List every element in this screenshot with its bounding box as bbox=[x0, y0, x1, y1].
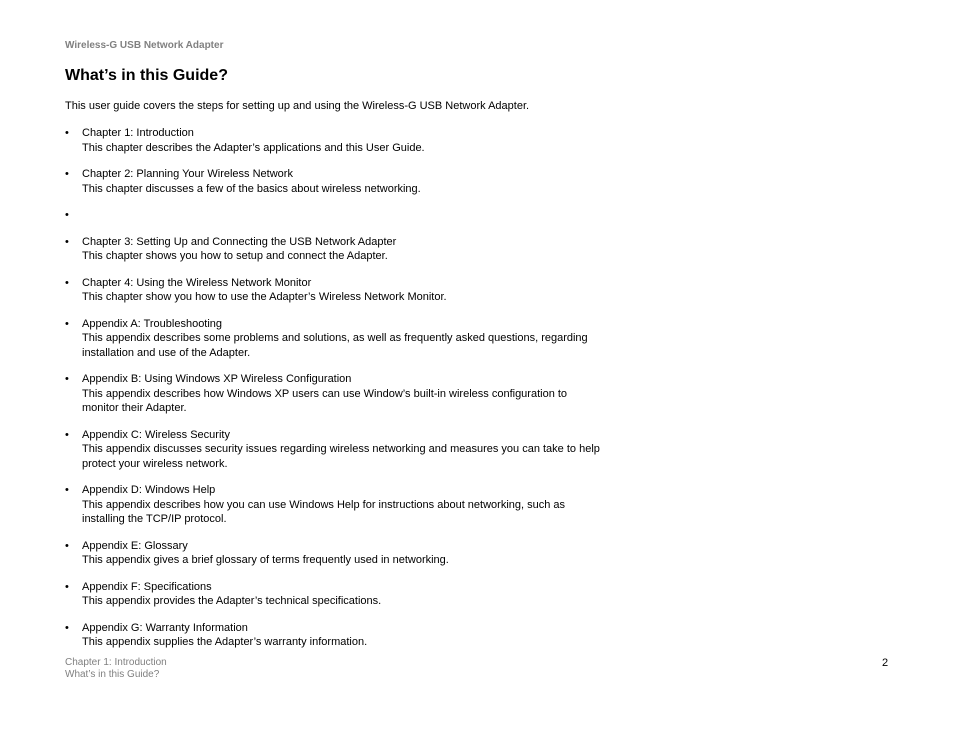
bullet: • bbox=[65, 621, 69, 634]
list-item bbox=[65, 317, 605, 361]
list-item-title: Chapter 2: Planning Your Wireless Network bbox=[82, 168, 293, 180]
list-item bbox=[65, 621, 605, 650]
list-item bbox=[65, 235, 605, 264]
intro-paragraph: This user guide covers the steps for setting up and using the Wireless-G USB Network Adapter. bbox=[65, 100, 530, 112]
list-item-title: Appendix E: Glossary bbox=[82, 539, 188, 552]
chapter-list bbox=[65, 126, 605, 662]
list-item-title: Chapter 1: Introduction bbox=[82, 127, 194, 139]
list-item-description: This chapter shows you how to setup and connect the Adapter. bbox=[82, 250, 388, 262]
list-item-title: Chapter 4: Using the Wireless Network Monitor bbox=[82, 276, 312, 289]
running-footer bbox=[65, 657, 167, 681]
bullet: • bbox=[65, 428, 69, 441]
bullet: • bbox=[65, 580, 69, 593]
bullet: • bbox=[65, 209, 69, 221]
list-item-description: This appendix supplies the Adapter’s warranty information. bbox=[82, 636, 368, 648]
bullet: • bbox=[65, 168, 69, 180]
list-item bbox=[65, 539, 605, 568]
list-item-title: Appendix B: Using Windows XP Wireless Configuration bbox=[82, 373, 352, 385]
list-item bbox=[65, 167, 605, 196]
footer-section: What’s in this Guide? bbox=[65, 669, 160, 680]
bullet: • bbox=[65, 317, 69, 330]
page-title: What’s in this Guide? bbox=[65, 67, 228, 84]
list-item-title: Appendix F: Specifications bbox=[82, 580, 212, 593]
footer-chapter: Chapter 1: Introduction bbox=[65, 657, 167, 668]
list-item-title: Appendix G: Warranty Information bbox=[82, 621, 248, 634]
list-item-description: This appendix discusses security issues regarding wireless networking and measures you can take to help protect your wireless network. bbox=[82, 443, 600, 470]
bullet: • bbox=[65, 373, 69, 385]
list-item-description: This appendix provides the Adapter’s technical specifications. bbox=[82, 595, 382, 607]
bullet: • bbox=[65, 484, 69, 496]
list-item-description: This chapter discusses a few of the basics about wireless networking. bbox=[82, 182, 421, 195]
list-item bbox=[65, 580, 605, 609]
list-item-title: Appendix D: Windows Help bbox=[82, 484, 216, 496]
list-item bbox=[65, 372, 605, 416]
list-item-description: This chapter describes the Adapter’s applications and this User Guide. bbox=[82, 141, 425, 154]
list-item-title: Appendix A: Troubleshooting bbox=[82, 317, 223, 330]
list-item-empty bbox=[65, 208, 605, 223]
list-item bbox=[65, 126, 605, 155]
bullet: • bbox=[65, 276, 69, 289]
list-item bbox=[65, 276, 605, 305]
bullet: • bbox=[65, 539, 69, 552]
list-item bbox=[65, 483, 605, 527]
list-item bbox=[65, 428, 605, 472]
page-number: 2 bbox=[882, 657, 889, 669]
bullet: • bbox=[65, 235, 69, 248]
list-item-description: This appendix gives a brief glossary of terms frequently used in networking. bbox=[82, 554, 449, 566]
running-header: Wireless-G USB Network Adapter bbox=[65, 40, 224, 51]
list-item-title: Chapter 3: Setting Up and Connecting the USB Network Adapter bbox=[82, 235, 397, 248]
list-item-description: This chapter show you how to use the Adapter’s Wireless Network Monitor. bbox=[82, 291, 447, 303]
bullet: • bbox=[65, 127, 69, 139]
list-item-title: Appendix C: Wireless Security bbox=[82, 428, 230, 441]
list-item-description: This appendix describes how Windows XP users can use Window’s built-in wireless configuration to monitor their Adapter. bbox=[82, 387, 568, 414]
list-item-description: This appendix describes how you can use Windows Help for instructions about networking, such as installing the TCP/IP protocol. bbox=[82, 498, 566, 525]
list-item-description: This appendix describes some problems and solutions, as well as frequently asked questions, regarding installation and use of the Adapter. bbox=[82, 332, 588, 359]
